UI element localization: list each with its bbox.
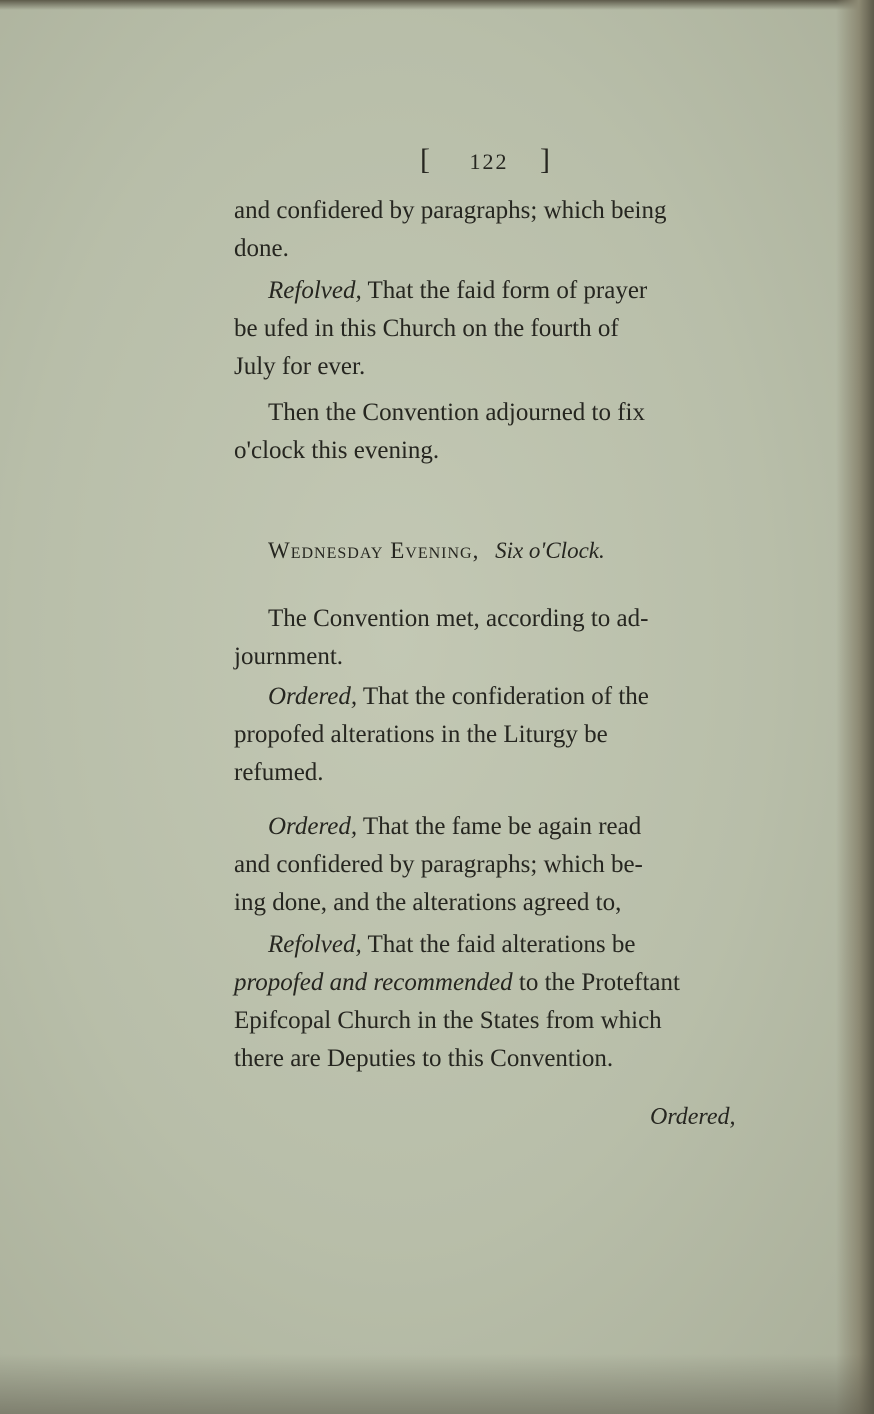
resolved-lead: Refolved, — [268, 931, 362, 958]
text-line: and confidered by paragraphs; which being — [234, 197, 667, 224]
page-number-header — [420, 143, 580, 177]
paragraph-4 — [234, 600, 764, 676]
text-line — [234, 808, 764, 846]
text-line — [234, 964, 764, 1002]
text-line: July for ever. — [234, 353, 366, 380]
text-line-rest: to the Proteftant — [512, 969, 680, 996]
catchword: Ordered, — [650, 1104, 736, 1130]
text-line: be ufed in this Church on the fourth of — [234, 315, 619, 342]
text-line: refumed. — [234, 759, 324, 786]
page-bottom-edge — [0, 1354, 874, 1414]
text-line: The Convention met, according to ad- — [268, 605, 649, 632]
ordered-lead: Ordered, — [268, 813, 358, 840]
text-line — [234, 272, 764, 310]
text-line: Epifcopal Church in the States from which — [234, 1007, 662, 1034]
text-line: o'clock this evening. — [234, 437, 440, 464]
text-line — [234, 926, 764, 964]
ordered-lead: Ordered, — [268, 683, 358, 710]
paragraph-6 — [234, 808, 764, 922]
text-line-rest: That the confideration of the — [357, 683, 649, 710]
page-number: 122 — [469, 149, 509, 174]
text-line: Then the Convention adjourned to fix — [268, 399, 646, 426]
text-line: journment. — [234, 643, 344, 670]
page-right-edge — [836, 0, 874, 1414]
bracket-left: [ — [420, 143, 432, 176]
italic-phrase: propofed and recommended — [234, 969, 513, 996]
text-line: there are Deputies to this Convention. — [234, 1045, 614, 1072]
page-top-edge — [0, 0, 874, 10]
bracket-right: ] — [540, 143, 552, 176]
text-line: and confidered by paragraphs; which be- — [234, 851, 643, 878]
text-line: ing done, and the alterations agreed to, — [234, 889, 622, 916]
paragraph-5 — [234, 678, 764, 792]
heading-time: Six o'Clock. — [495, 538, 605, 563]
paragraph-1 — [234, 192, 764, 268]
section-heading — [234, 532, 798, 570]
paragraph-7 — [234, 926, 764, 1078]
text-line: done. — [234, 235, 289, 262]
paragraph-3 — [234, 394, 764, 470]
text-line-rest: That the faid alterations be — [361, 931, 636, 958]
text-line — [234, 678, 764, 716]
heading-day: Wednesday Evening, — [268, 538, 480, 563]
paragraph-2 — [234, 272, 764, 386]
resolved-lead: Refolved, — [268, 277, 362, 304]
text-line: propofed alterations in the Liturgy be — [234, 721, 608, 748]
text-line-rest: That the faid form of prayer — [361, 277, 648, 304]
text-line-rest: That the fame be again read — [357, 813, 642, 840]
